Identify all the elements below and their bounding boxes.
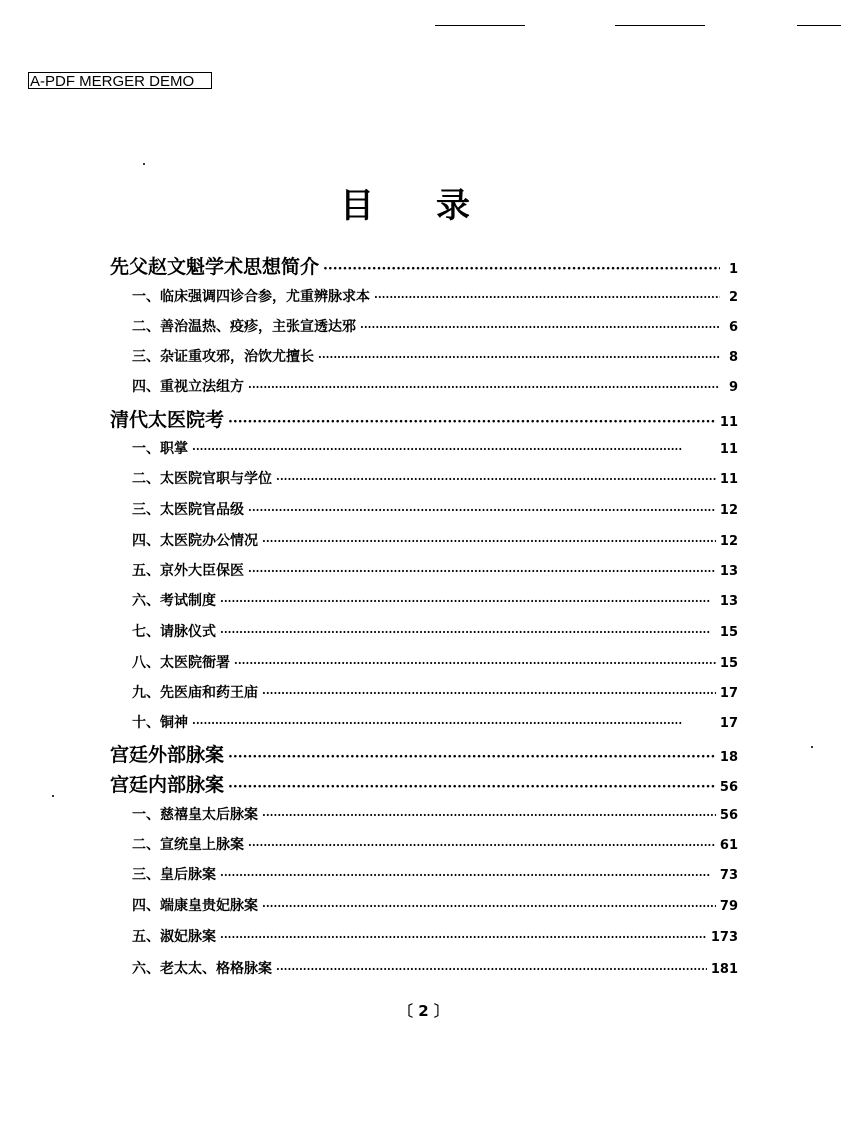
toc-entry-page: 13 xyxy=(719,594,738,609)
dot-leader xyxy=(192,443,716,456)
toc-section[interactable] xyxy=(132,560,738,580)
dot-leader xyxy=(248,839,716,852)
toc-entry-page: 8 xyxy=(728,350,738,365)
dot-leader xyxy=(262,809,716,822)
toc-section[interactable] xyxy=(132,590,738,610)
toc-entry-page: 56 xyxy=(719,780,738,795)
toc-entry-label: 九、先医庙和药王庙 xyxy=(132,685,258,701)
dot-leader xyxy=(228,779,716,795)
toc-section[interactable] xyxy=(132,621,738,641)
toc-section[interactable] xyxy=(132,804,738,824)
toc-entry-page: 56 xyxy=(719,808,738,823)
dot-leader xyxy=(262,687,716,700)
toc-entry-page: 9 xyxy=(728,380,738,395)
dot-leader xyxy=(276,473,716,486)
toc-entry-label: 四、端康皇贵妃脉案 xyxy=(132,898,258,914)
dot-leader xyxy=(276,963,707,976)
toc-section[interactable] xyxy=(132,499,738,519)
toc-entry-page: 11 xyxy=(719,442,738,457)
toc-entry-label: 三、太医院官品级 xyxy=(132,502,244,518)
toc-entry-page: 1 xyxy=(728,262,738,277)
dot-leader xyxy=(220,626,716,639)
toc-section[interactable] xyxy=(132,864,738,884)
toc-section[interactable] xyxy=(132,468,738,488)
toc-entry-page: 15 xyxy=(719,625,738,640)
dot-leader xyxy=(220,595,716,608)
watermark-label: A-PDF MERGER DEMO xyxy=(28,72,212,89)
toc-entry-label: 一、慈禧皇太后脉案 xyxy=(132,807,258,823)
toc-entry-label: 一、职掌 xyxy=(132,441,188,457)
dot-leader xyxy=(323,261,720,277)
scan-speck xyxy=(52,795,54,797)
toc-section[interactable] xyxy=(132,376,738,396)
dot-leader xyxy=(220,869,716,882)
toc-entry-page: 17 xyxy=(719,686,738,701)
toc-chapter[interactable] xyxy=(110,252,738,279)
toc-entry-page: 73 xyxy=(719,868,738,883)
toc-entry-label: 三、杂证重攻邪，治饮尤擅长 xyxy=(132,349,314,365)
scan-speck xyxy=(811,746,813,748)
toc-section[interactable] xyxy=(132,682,738,702)
dot-leader xyxy=(262,535,716,548)
toc-entry-page: 79 xyxy=(719,899,738,914)
toc-section[interactable] xyxy=(132,834,738,854)
toc-entry-label: 宫廷内部脉案 xyxy=(110,774,225,796)
dot-leader xyxy=(374,291,720,304)
toc-entry-label: 先父赵文魁学术思想简介 xyxy=(110,256,320,278)
dot-leader xyxy=(248,565,716,578)
toc-entry-label: 十、铜神 xyxy=(132,715,188,731)
toc-entry-page: 181 xyxy=(710,962,738,977)
dot-leader xyxy=(234,657,716,670)
toc-entry-page: 11 xyxy=(719,472,738,487)
toc-section[interactable] xyxy=(132,926,738,946)
toc-section[interactable] xyxy=(132,530,738,550)
toc-section[interactable] xyxy=(132,958,738,978)
toc-chapter[interactable] xyxy=(110,740,738,767)
dot-leader xyxy=(228,414,716,430)
toc-entry-page: 18 xyxy=(719,750,738,765)
page-title: 目录 xyxy=(340,186,532,226)
toc-entry-label: 八、太医院衙署 xyxy=(132,655,230,671)
toc-entry-page: 15 xyxy=(719,656,738,671)
toc-section[interactable] xyxy=(132,438,738,458)
dot-leader xyxy=(220,931,707,944)
toc-entry-label: 六、考试制度 xyxy=(132,593,216,609)
toc-entry-page: 61 xyxy=(719,838,738,853)
toc-entry-page: 13 xyxy=(719,564,738,579)
dot-leader xyxy=(262,900,716,913)
toc-entry-page: 12 xyxy=(719,534,738,549)
toc-chapter[interactable] xyxy=(110,770,738,797)
toc-entry-page: 17 xyxy=(719,716,738,731)
toc-entry-label: 宫廷外部脉案 xyxy=(110,744,225,766)
dot-leader xyxy=(248,504,716,517)
header-rule xyxy=(615,25,705,26)
toc-section[interactable] xyxy=(132,346,738,366)
toc-section[interactable] xyxy=(132,895,738,915)
header-rule xyxy=(797,25,841,26)
page-number: 〔 2 〕 xyxy=(398,1002,449,1020)
toc-section[interactable] xyxy=(132,712,738,732)
dot-leader xyxy=(248,381,720,394)
toc-entry-label: 三、皇后脉案 xyxy=(132,867,216,883)
toc-entry-page: 2 xyxy=(728,290,738,305)
toc-entry-page: 11 xyxy=(719,415,738,430)
header-rule xyxy=(435,25,525,26)
toc-section[interactable] xyxy=(132,652,738,672)
toc-section[interactable] xyxy=(132,316,738,336)
toc-entry-label: 五、淑妃脉案 xyxy=(132,929,216,945)
dot-leader xyxy=(228,749,716,765)
toc-entry-page: 173 xyxy=(710,930,738,945)
dot-leader xyxy=(360,321,720,334)
toc-entry-page: 12 xyxy=(719,503,738,518)
toc-section[interactable] xyxy=(132,286,738,306)
dot-leader xyxy=(318,351,720,364)
toc-entry-label: 二、太医院官职与学位 xyxy=(132,471,272,487)
toc-entry-label: 清代太医院考 xyxy=(110,409,225,431)
toc-entry-label: 五、京外大臣保医 xyxy=(132,563,244,579)
toc-entry-label: 二、善治温热、疫疹，主张宣透达邪 xyxy=(132,319,356,335)
toc-chapter[interactable] xyxy=(110,405,738,432)
toc-entry-page: 6 xyxy=(728,320,738,335)
toc-entry-label: 二、宣统皇上脉案 xyxy=(132,837,244,853)
dot-leader xyxy=(192,717,716,730)
toc-entry-label: 四、重视立法组方 xyxy=(132,379,244,395)
toc-entry-label: 四、太医院办公情况 xyxy=(132,533,258,549)
toc-entry-label: 七、请脉仪式 xyxy=(132,624,216,640)
scan-speck xyxy=(143,163,145,165)
toc-entry-label: 一、临床强调四诊合参，尤重辨脉求本 xyxy=(132,289,370,305)
toc-entry-label: 六、老太太、格格脉案 xyxy=(132,961,272,977)
